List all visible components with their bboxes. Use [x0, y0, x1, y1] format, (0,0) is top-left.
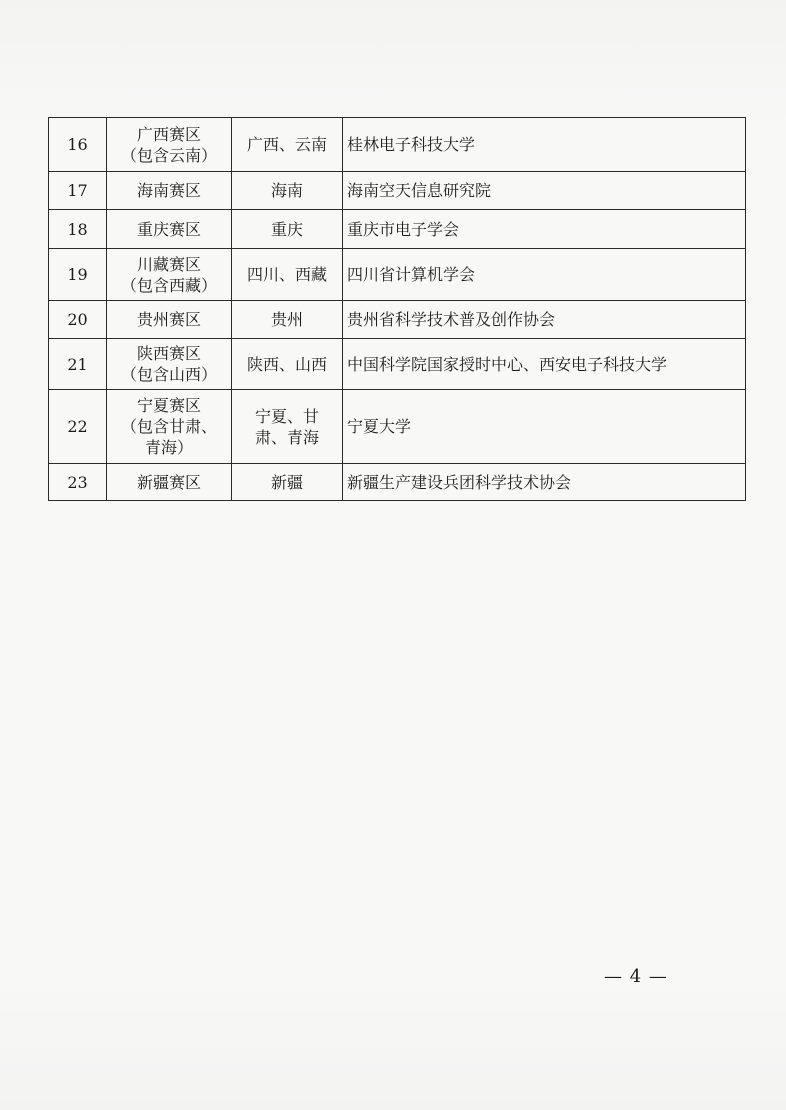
region-provinces: 广西、云南 — [232, 118, 343, 172]
region-name-main: 广西赛区 — [136, 124, 201, 144]
region-name-sub: （包含西藏） — [120, 275, 217, 295]
region-provinces-line-2: 肃、青海 — [254, 427, 319, 447]
region-provinces: 海南 — [232, 172, 343, 210]
table-row — [49, 172, 746, 210]
region-provinces: 重庆 — [232, 210, 343, 249]
row-number: 19 — [49, 249, 107, 301]
row-number: 18 — [49, 210, 107, 249]
table-row — [49, 118, 746, 172]
region-name-main: 陕西赛区 — [136, 344, 201, 363]
host-organization: 宁夏大学 — [343, 390, 746, 464]
region-name: 海南赛区 — [107, 172, 232, 210]
host-organization: 四川省计算机学会 — [343, 249, 746, 301]
region-name-main: 川藏赛区 — [136, 254, 201, 274]
region-name-sub: （包含云南） — [120, 145, 217, 165]
competition-region-table — [48, 117, 746, 501]
row-number: 22 — [49, 390, 107, 464]
region-name: 贵州赛区 — [107, 301, 232, 339]
region-name — [107, 390, 232, 464]
region-name: 新疆赛区 — [107, 464, 232, 501]
region-name — [107, 118, 232, 172]
region-name — [107, 249, 232, 301]
host-organization: 新疆生产建设兵团科学技术协会 — [343, 464, 746, 501]
region-provinces: 陕西、山西 — [232, 339, 343, 390]
row-number: 17 — [49, 172, 107, 210]
region-provinces-line-1: 宁夏、甘 — [254, 406, 319, 426]
table-row — [49, 210, 746, 249]
region-provinces — [232, 390, 343, 464]
row-number: 20 — [49, 301, 107, 339]
host-organization: 贵州省科学技术普及创作协会 — [343, 301, 746, 339]
region-name-sub: （包含山西） — [120, 365, 217, 384]
table-row — [49, 249, 746, 301]
region-name-main: 宁夏赛区 — [136, 396, 201, 415]
host-organization: 中国科学院国家授时中心、西安电子科技大学 — [343, 339, 746, 390]
region-provinces: 四川、西藏 — [232, 249, 343, 301]
table-row — [49, 339, 746, 390]
row-number: 23 — [49, 464, 107, 501]
region-provinces: 贵州 — [232, 301, 343, 339]
table-row — [49, 390, 746, 464]
region-name: 重庆赛区 — [107, 210, 232, 249]
row-number: 21 — [49, 339, 107, 390]
host-organization: 桂林电子科技大学 — [343, 118, 746, 172]
region-provinces: 新疆 — [232, 464, 343, 501]
page-number: — 4 — — [604, 966, 668, 987]
host-organization: 海南空天信息研究院 — [343, 172, 746, 210]
region-name — [107, 339, 232, 390]
table-row — [49, 301, 746, 339]
host-organization: 重庆市电子学会 — [343, 210, 746, 249]
table-row — [49, 464, 746, 501]
row-number: 16 — [49, 118, 107, 172]
region-name-sub-2: 青海） — [144, 438, 193, 457]
region-name-sub: （包含甘肃、 — [120, 417, 217, 436]
